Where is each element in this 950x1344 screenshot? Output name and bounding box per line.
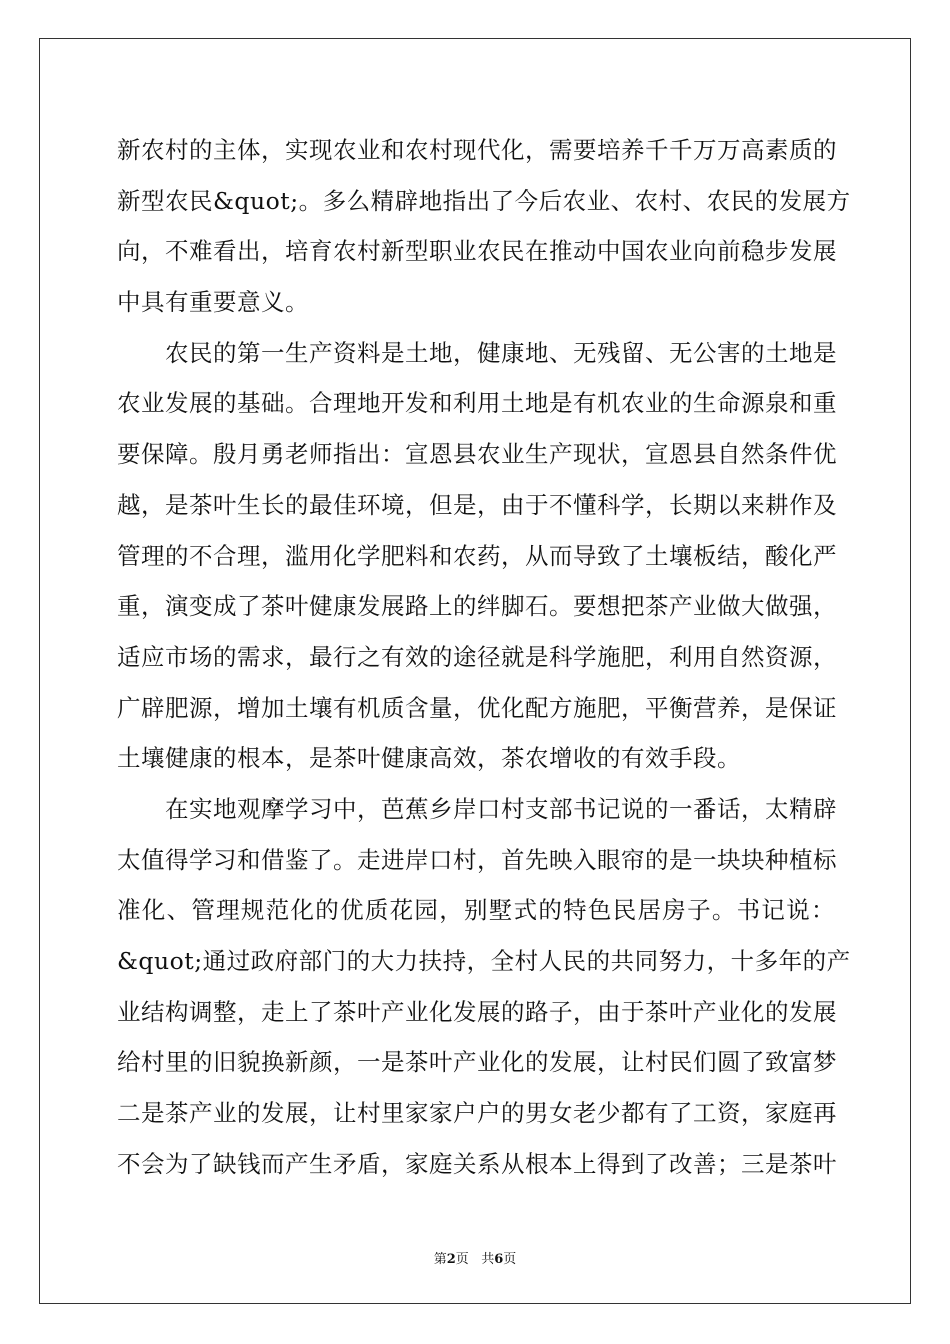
- text-line: 在实地观摩学习中，芭蕉乡岸口村支部书记说的一番话，太精辟: [117, 794, 837, 823]
- text-line: 二是茶产业的发展，让村里家家户户的男女老少都有了工资，家庭再: [117, 1099, 837, 1128]
- text-line: 业结构调整，走上了茶叶产业化发展的路子，由于茶叶产业化的发展: [117, 997, 837, 1026]
- text-line: &quot;通过政府部门的大力扶持，全村人民的共同努力，十多年的产: [117, 947, 851, 975]
- text-line: 给村里的旧貌换新颜，一是茶叶产业化的发展，让村民们圆了致富梦: [117, 1048, 837, 1077]
- document-body: [117, 125, 851, 1189]
- total-prefix: 共: [481, 1252, 495, 1267]
- text-line: 适应市场的需求，最行之有效的途径就是科学施肥，利用自然资源，: [117, 642, 837, 671]
- text-line: 管理的不合理，滥用化学肥料和农药，从而导致了土壤板结，酸化严: [117, 541, 837, 570]
- text-line: 农业发展的基础。合理地开发和利用土地是有机农业的生命源泉和重: [117, 389, 837, 418]
- text-line: 不会为了缺钱而产生矛盾，家庭关系从根本上得到了改善；三是茶叶: [117, 1149, 837, 1178]
- paragraph-1: [117, 125, 851, 328]
- text-line: 太值得学习和借鉴了。走进岸口村，首先映入眼帘的是一块块种植标: [117, 845, 837, 874]
- page-prefix: 第: [433, 1252, 447, 1267]
- text-line: 重，演变成了茶叶健康发展路上的绊脚石。要想把茶产业做大做强，: [117, 592, 837, 621]
- page-suffix: 页: [455, 1252, 469, 1267]
- text-line: 新型农民&quot;。多么精辟地指出了今后农业、农村、农民的发展方: [117, 186, 851, 215]
- text-line: 中具有重要意义。: [117, 288, 309, 317]
- total-suffix: 页: [503, 1252, 517, 1267]
- page-footer: [0, 1248, 950, 1267]
- text-line: 农民的第一生产资料是土地，健康地、无残留、无公害的土地是: [117, 338, 837, 367]
- page-number: 2: [446, 1252, 456, 1267]
- text-line: 越，是茶叶生长的最佳环境，但是，由于不懂科学，长期以来耕作及: [117, 490, 837, 519]
- text-line: 土壤健康的根本，是茶叶健康高效，茶农增收的有效手段。: [117, 744, 741, 773]
- text-line: 新农村的主体，实现农业和农村现代化，需要培养千千万万高素质的: [117, 136, 837, 164]
- text-line: 向，不难看出，培育农村新型职业农民在推动中国农业向前稳步发展: [117, 237, 837, 266]
- text-line: 要保障。殷月勇老师指出：宣恩县农业生产现状，宣恩县自然条件优: [117, 440, 837, 469]
- text-line: 准化、管理规范化的优质花园，别墅式的特色民居房子。书记说：: [117, 896, 835, 925]
- paragraph-3: [117, 784, 851, 1190]
- total-pages: 6: [494, 1252, 504, 1267]
- text-line: 广辟肥源，增加土壤有机质含量，优化配方施肥，平衡营养，是保证: [117, 693, 837, 722]
- paragraph-2: [117, 328, 835, 784]
